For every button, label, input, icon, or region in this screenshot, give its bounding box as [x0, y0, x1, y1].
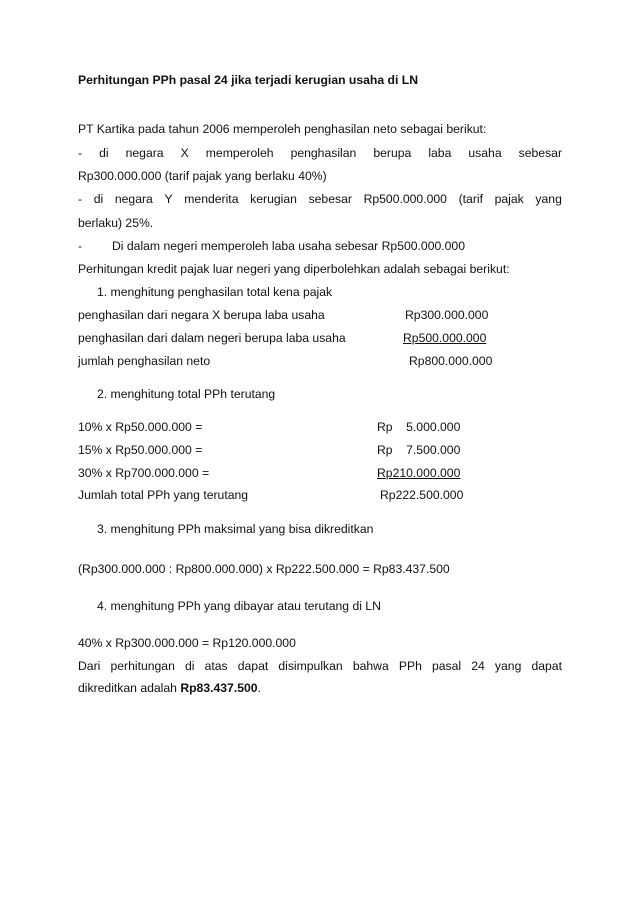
step4-heading: 4. menghitung PPh yang dibayar atau terutang di LN [97, 599, 381, 613]
word: menderita [184, 192, 239, 206]
word: pajak [494, 192, 524, 206]
word: pasal [432, 659, 462, 673]
word: di [99, 146, 109, 160]
conclusion-line2 [78, 681, 261, 696]
word: - [78, 146, 83, 160]
word: sebesar [518, 146, 562, 160]
word: disimpulkan [278, 659, 343, 673]
conclusion-prefix: dikreditkan adalah [78, 681, 181, 695]
word: negara [125, 146, 164, 160]
step1-row-value: Rp500.000.000 [403, 331, 487, 345]
step2-row-value: Rp210.000.000 [377, 466, 461, 480]
word: yang [494, 659, 522, 673]
step2-row-label: 15% x Rp50.000.000 = [78, 443, 203, 457]
word: memperoleh [205, 146, 274, 160]
step1-row-label: penghasilan dari dalam negeri berupa laba usaha [78, 331, 346, 345]
bullet-dn-dash: - [78, 239, 83, 253]
step1-total-value: Rp800.000.000 [409, 354, 493, 368]
word: (tarif [458, 192, 483, 206]
word: usaha [468, 146, 502, 160]
step2-total-value: Rp222.500.000 [380, 488, 464, 502]
bullet-x-line2: Rp300.000.000 (tarif pajak yang berlaku 40%) [78, 169, 327, 183]
word: X [180, 146, 189, 160]
word: perhitungan [110, 659, 175, 673]
conclusion-amount: Rp83.437.500 [180, 681, 258, 695]
kredit-intro: Perhitungan kredit pajak luar negeri yang diperbolehkan adalah sebagai berikut: [78, 262, 510, 276]
word: negara [114, 192, 153, 206]
step1-row-label: penghasilan dari negara X berupa laba usaha [78, 308, 325, 322]
step2-row-value: Rp 5.000.000 [377, 420, 461, 434]
document-title: Perhitungan PPh pasal 24 jika terjadi kerugian usaha di LN [78, 73, 418, 87]
word: berupa [373, 146, 412, 160]
step2-row-label: 30% x Rp700.000.000 = [78, 466, 210, 480]
word: Y [164, 192, 173, 206]
step2-total-label: Jumlah total PPh yang terutang [78, 488, 249, 502]
bullet-x-line1 [78, 146, 562, 161]
step1-row-value: Rp300.000.000 [405, 308, 489, 322]
intro-text: PT Kartika pada tahun 2006 memperoleh penghasilan neto sebagai berikut: [78, 122, 487, 136]
word: Rp500.000.000 [363, 192, 447, 206]
word: penghasilan [290, 146, 357, 160]
bullet-y-line2: berlaku) 25%. [78, 216, 154, 230]
conclusion-suffix: . [257, 681, 261, 695]
word: kerugian [250, 192, 297, 206]
word: sebesar [308, 192, 352, 206]
word: 24 [471, 659, 485, 673]
step2-row-value: Rp 7.500.000 [377, 443, 461, 457]
word: PPh [398, 659, 422, 673]
word: yang [535, 192, 562, 206]
step2-row-label: 10% x Rp50.000.000 = [78, 420, 203, 434]
word: bahwa [352, 659, 389, 673]
word: di [93, 192, 104, 206]
conclusion-line1 [78, 659, 562, 674]
step2-heading: 2. menghitung total PPh terutang [97, 387, 276, 401]
step3-formula: (Rp300.000.000 : Rp800.000.000) x Rp222.500.000 = Rp83.437.500 [78, 562, 450, 576]
step4-formula: 40% x Rp300.000.000 = Rp120.000.000 [78, 636, 296, 650]
word: laba [428, 146, 452, 160]
word: atas [204, 659, 228, 673]
bullet-y-line1 [78, 192, 562, 207]
word: dapat [237, 659, 269, 673]
step1-total-label: jumlah penghasilan neto [78, 354, 211, 368]
word: dapat [531, 659, 562, 673]
word: di [184, 659, 195, 673]
step1-heading: 1. menghitung penghasilan total kena pajak [97, 285, 333, 299]
word: Dari [78, 659, 101, 673]
bullet-dn-text: Di dalam negeri memperoleh laba usaha sebesar Rp500.000.000 [112, 239, 465, 253]
step3-heading: 3. menghitung PPh maksimal yang bisa dikreditkan [97, 522, 374, 536]
word: - [78, 192, 83, 206]
